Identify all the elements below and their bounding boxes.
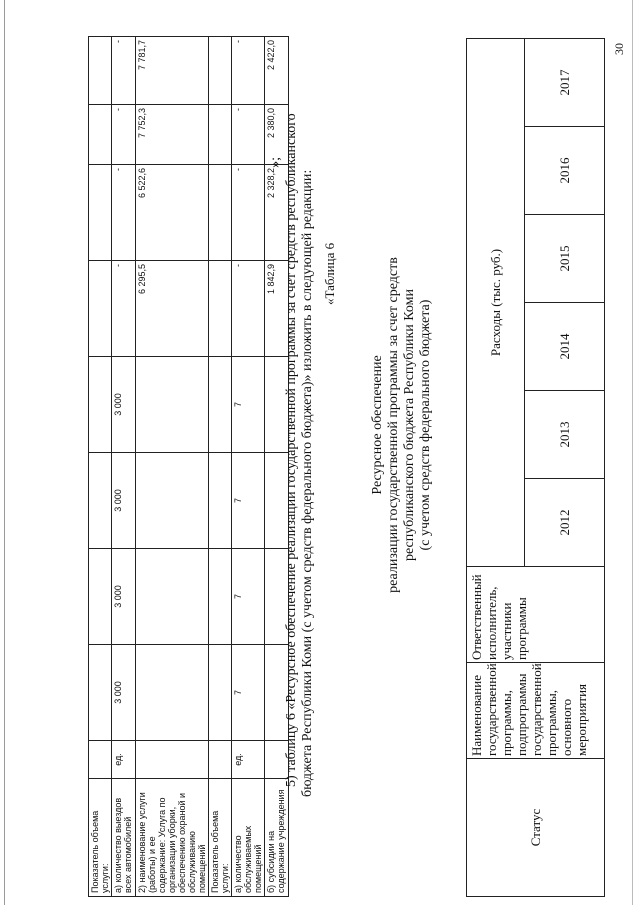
amendment-paragraph [268, 0, 316, 797]
heading-line: республиканского бюджета Республики Коми [402, 289, 417, 561]
unit-cell: ед. [232, 741, 265, 779]
table-row [112, 37, 136, 897]
row-label: а) количество выездов всех автомобилей [112, 779, 136, 897]
value-cell: 1 842,9 [265, 261, 289, 357]
year-cell: 2016 [525, 127, 605, 215]
value-cell: 7 752,3 [136, 105, 209, 165]
table-row [209, 37, 232, 897]
table-row [232, 37, 265, 897]
heading-line: Ресурсное обеспечение [370, 355, 385, 495]
page-number: 30 [612, 43, 626, 55]
row-label: Показатель объема услуги: [89, 779, 112, 897]
value-cell: - [232, 261, 265, 357]
value-cell: 2 380,0 [265, 105, 289, 165]
heading-line: реализации государственной программы за счет средств [386, 257, 401, 593]
value-cell: - [232, 105, 265, 165]
year-cell: 2014 [525, 303, 605, 391]
value-cell: 2 328,2 [265, 165, 289, 261]
paragraph-line: бюджета Республики Коми (с учетом средств федерального бюджета)» изложить в следующей редакции: [300, 169, 315, 797]
table-heading [370, 205, 434, 645]
value-cell: 7 [232, 357, 265, 453]
value-cell: 7 781,7 [136, 37, 209, 105]
closing-quote: »; [268, 157, 283, 168]
value-cell: 7 [232, 645, 265, 741]
year-cell: 2013 [525, 391, 605, 479]
year-cell: 2012 [525, 479, 605, 567]
row-label: 2) наименование услуги (работы) и ее содержание: Услуга по организации уборки, обеспечению охраной и обслуживанию помещений [136, 779, 209, 897]
header-row [467, 38, 525, 896]
year-cell: 2015 [525, 215, 605, 303]
value-cell: - [112, 105, 136, 165]
value-cell: 3 000 [112, 357, 136, 453]
value-cell: - [232, 165, 265, 261]
value-cell: 2 422,0 [265, 37, 289, 105]
value-cell: - [112, 165, 136, 261]
value-cell: 6 295,5 [136, 261, 209, 357]
value-cell: 7 [232, 453, 265, 549]
table-row [136, 37, 209, 897]
scan-edge-bottom [632, 0, 633, 905]
value-cell: 7 [232, 549, 265, 645]
value-cell: 3 000 [112, 549, 136, 645]
unit-cell: ед. [112, 741, 136, 779]
table-label: «Таблица 6 [322, 242, 337, 305]
row-label: а) количество обслуживаемых помещений [232, 779, 265, 897]
table-row [89, 37, 112, 897]
value-cell: - [232, 37, 265, 105]
row-label: Показатель объема услуги: [209, 779, 232, 897]
col-program-name: Наименование государственной программы, подпрограммы государственной программы, основного мероприятия [467, 663, 605, 759]
heading-line: (с учетом средств федерального бюджета) [418, 299, 433, 551]
row-label: б) субсидии на содержание учреждения [265, 779, 289, 897]
table-6-header [466, 38, 605, 897]
col-responsible: Ответственный исполнитель, участники программы [467, 567, 605, 663]
value-cell: - [112, 261, 136, 357]
scan-edge-top [4, 0, 5, 905]
paragraph-line: 5) таблицу 6 «Ресурсное обеспечение реализации государственной программы за счет средств республиканского [284, 113, 299, 787]
year-cell: 2017 [525, 38, 605, 126]
previous-table [88, 36, 289, 897]
value-cell: - [112, 37, 136, 105]
value-cell: 6 522,6 [136, 165, 209, 261]
col-expenses: Расходы (тыс. руб.) [467, 38, 525, 566]
value-cell: 3 000 [112, 453, 136, 549]
value-cell: 3 000 [112, 645, 136, 741]
col-status: Статус [467, 759, 605, 897]
